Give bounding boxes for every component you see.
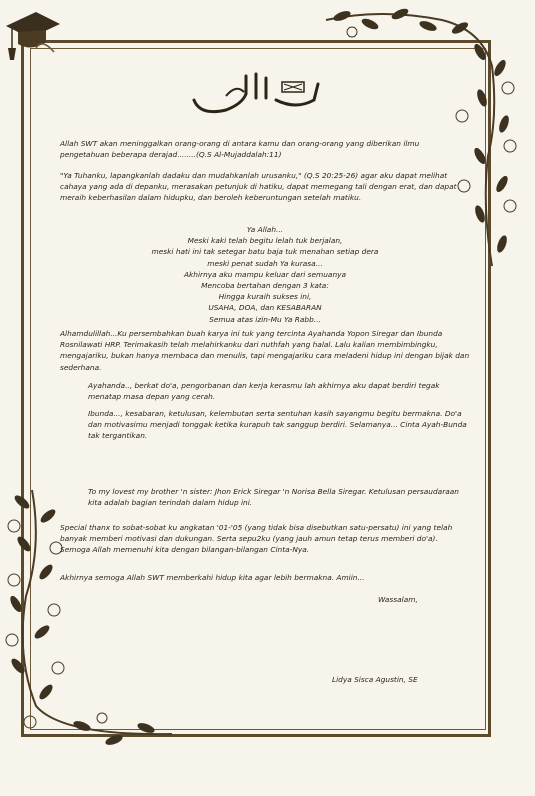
poem-line: Ya Allah... (246, 225, 284, 234)
arabic-calligraphy-ornament (186, 70, 326, 120)
prayer-quote: "Ya Tuhanku, lapangkanlah dadaku dan mudahkanlah urusanku," (Q.S 20:25-26) agar aku dapat melihat cahaya yang ada di depanku, merasakan petunjuk di hatiku, dapat memegang tali dengan erat, dan dapat meraih keberhasilan dalam hidupku, dan beroleh keberuntungan setelah matiku. (60, 171, 457, 203)
quran-verse-quote: Allah SWT akan meninggalkan orang-orang di antara kamu dan orang-orang yang diberikan ilmu pengetahuan beberapa derajad........(Q.S Al-Mujaddalah:11) (60, 139, 420, 160)
poem-line: USAHA, DOA, dan KESABARAN (208, 303, 322, 313)
poem (60, 224, 470, 325)
thanks-paragraph: Special thanx to sobat-sobat ku angkatan '01-'05 (yang tidak bisa disebutkan satu-persatu) ini yang telah banyak memberi motivasi dan dukungan. Serta sepu2ku (yang jauh amun tetap terus memberi do'a). Semoga Allah memenuhi kita dengan bilangan-bilangan Cinta-Nya. (60, 523, 453, 555)
poem-line: meski penat sudah Ya kurasa... (207, 258, 323, 268)
poem-line: Mencoba bertahan dengan 3 kata: (201, 281, 329, 291)
mother-paragraph: Ibunda..., kesabaran, ketulusan, kelembutan serta sentuhan kasih sayangmu begitu bermakna. Do'a dan motivasimu menjadi tonggak ketika kurapuh tak sanggup berdiri. Selamanya... Cinta Ayah-Bunda tak tergantikan. (88, 409, 467, 441)
salutation: Wassalam, (378, 595, 418, 604)
poem-line: Hingga kuraih sukses ini, (218, 292, 312, 302)
poem-line: Semua atas izin-Mu Ya Rabb... (209, 314, 321, 324)
siblings-paragraph: To my lovest my brother 'n sister: Jhon Erick Siregar 'n Norisa Bella Siregar. Ketulusan persaudaraan kita adalah bagian terindah dalam hidup ini. (88, 487, 459, 508)
graduation-cap-icon (2, 8, 62, 63)
poem-line: meski hati ini tak setegar batu baja tuk menahan setiap dera (151, 247, 379, 257)
dedication-paragraph: Alhamdulillah...Ku persembahkan buah karya ini tuk yang tercinta Ayahanda Yopon Siregar dan Ibunda Rosnilawati HRP. Terimakasih telah melahirkanku dari nuthfah yang halal. Lalu kalian membimbingku, mengajariku, bukan hanya membaca dan menulis, tapi mengajariku cara meladeni hidup ini dengan bijak dan sederhana. (60, 329, 470, 372)
closing-prayer: Akhirnya semoga Allah SWT memberkahi hidup kita agar lebih bermakna. Amiin... (60, 573, 365, 582)
poem-line: Meski kaki telah begitu lelah tuk berjalan, (187, 236, 343, 246)
father-paragraph: Ayahanda.., berkat do'a, pengorbanan dan kerja kerasmu lah akhirnya aku dapat berdiri tegak menatap masa depan yang cerah. (88, 381, 440, 402)
signature-name: Lidya Sisca Agustin, SE (332, 675, 418, 684)
poem-line: Akhirnya aku mampu keluar dari semuanya (183, 269, 347, 279)
